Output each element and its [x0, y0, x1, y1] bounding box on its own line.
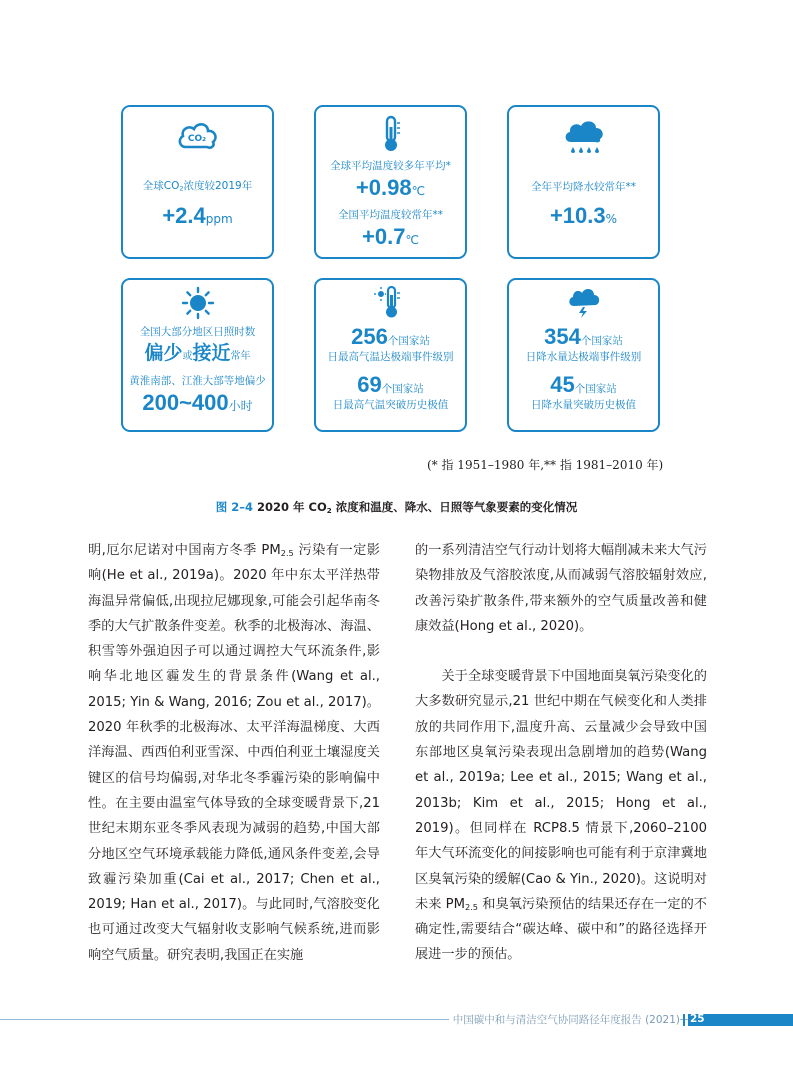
rain-record-label: 日降水量突破历史极值: [531, 399, 636, 411]
temperature-card: [314, 105, 467, 259]
figure-caption: 图 2–4 2020 年 $CO_2$ 浓度和温度、降水、日照等气象要素的变化情况: [215, 500, 578, 515]
heat-extreme-label: 日最高气温达极端事件级别: [327, 351, 454, 363]
heat-extreme-value: 256: [351, 324, 388, 349]
global-temp-value: +0.98: [355, 175, 412, 200]
co2-unit: ppm: [205, 212, 233, 226]
right-paragraph-1: 的一系列清洁空气行动计划将大幅削减未来大气污染物排放及气溶胶浓度,从而减弱气溶胶辐射效应,改善污染扩散条件,带来额外的空气质量改善和健康效益(Hong et al., 2020)。: [415, 543, 707, 634]
sunshine-normal: 常年: [230, 351, 251, 362]
heat-record-unit: 个国家站: [381, 383, 424, 395]
heat-record-label: 日最高气温突破历史极值: [332, 399, 449, 411]
sunshine-value: 200~400: [142, 390, 229, 415]
national-temp-unit: ℃: [405, 233, 419, 247]
left-column: [88, 538, 380, 968]
rain-extreme-unit: 个国家站: [580, 335, 623, 347]
extreme-heat-card: [314, 278, 467, 432]
sunshine-card: [121, 278, 274, 432]
hot-thermometer-icon: [316, 285, 465, 321]
sunshine-unit: 小时: [228, 399, 253, 413]
sunshine-region-label: 黄淮南部、江淮大部等地偏少: [129, 375, 266, 387]
sunshine-less: 偏少: [144, 342, 183, 364]
heat-extreme-unit: 个国家站: [387, 335, 430, 347]
extreme-rain-card: [507, 278, 660, 432]
sunshine-near: 接近: [192, 342, 231, 364]
precip-value: +10.3: [549, 203, 606, 228]
left-paragraph: 明,厄尔尼诺对中国南方冬季 $PM_{2.5}$ 污染有一定影响(He et al., 2019a)。2020 年中东太平洋热带海温异常偏低,出现拉尼娜现象,可能会引起华南冬季的大气扩散条件变差。秋季的北极海冰、海温、积雪等外强迫因子可以通过调控大气环流条件,影响华北地区霾发生的背景条件(Wang et al., 2015; Yin & Wang, 2016; Zou et al., 2017)。2020 年秋季的北极海冰、太平洋海温梯度、大西洋海温、西西伯利亚雪深、中西伯利亚土壤湿度关键区的信号均偏弱,对华北冬季霾污染的影响偏中性。在主要由温室气体导致的全球变暖背景下,21 世纪末期东亚冬季风表现为减弱的趋势,中国大部分地区空气环境承载能力降低,通风条件变差,会导致霾污染加重(Cai et al., 2017; Chen et al., 2019; Han et al., 2017)。与此同时,气溶胶变化也可通过改变大气辐射收支影响气候系统,进而影响空气质量。研究表明,我国正在实施: [88, 543, 380, 963]
rain-record-unit: 个国家站: [574, 383, 617, 395]
rain-record-value: 45: [550, 372, 575, 397]
precip-label: 全年平均降水较常年**: [531, 181, 636, 193]
footnote: (* 指 1951–1980 年,** 指 1981–2010 年): [427, 458, 664, 472]
co2-card: [121, 105, 274, 259]
thermometer-icon: [316, 115, 465, 151]
co2-label: 全球$CO_2$浓度较2019年: [142, 180, 253, 193]
rain-extreme-value: 354: [544, 324, 581, 349]
report-title: 中国碳中和与清洁空气协同路径年度报告 (2021): [449, 1012, 680, 1027]
global-temp-label: 全球平均温度较多年平均*: [330, 160, 451, 172]
national-temp-value: +0.7: [362, 224, 406, 249]
sunshine-or: 或: [182, 351, 193, 362]
right-paragraph-2: 关于全球变暖背景下中国地面臭氧污染变化的大多数研究显示,21 世纪中期在气候变化和人类排放的共同作用下,温度升高、云量减少会导致中国东部地区臭氧污染表现出急剧增加的趋势(Wang et al., 2019a; Lee et al., 2015; Wang et al., 2013b; Kim et al., 2015; Hong et al., 2019)。但同样在 RCP8.5 情景下,2060–2100 年大气环流变化的间接影响也可能有利于京津冀地区臭氧污染的缓解(Cao & Yin., 2020)。这说明对未来 $PM_{2.5}$ 和臭氧污染预估的结果还存在一定的不确定性,需要结合“碳达峰、碳中和”的路径选择开展进一步的预估。: [415, 669, 707, 963]
sun-icon: [123, 286, 272, 322]
precip-unit: %: [605, 212, 618, 226]
right-column: [415, 538, 707, 968]
storm-cloud-icon: [509, 286, 658, 322]
precipitation-card: [507, 105, 660, 259]
co2-cloud-icon: [123, 119, 272, 155]
svg-text:CO₂: CO₂: [187, 134, 206, 144]
global-temp-unit: ℃: [411, 184, 426, 198]
figure-number: 图 2–4: [215, 500, 254, 514]
page-footer: [0, 1014, 793, 1026]
co2-value: +2.4: [162, 203, 206, 228]
page-number: 25: [690, 1013, 705, 1025]
rain-extreme-label: 日降水量达极端事件级别: [525, 351, 642, 363]
heat-record-value: 69: [357, 372, 382, 397]
rain-cloud-icon: [509, 117, 658, 153]
sunshine-label: 全国大部分地区日照时数: [139, 326, 256, 338]
national-temp-label: 全国平均温度较常年**: [338, 209, 443, 221]
